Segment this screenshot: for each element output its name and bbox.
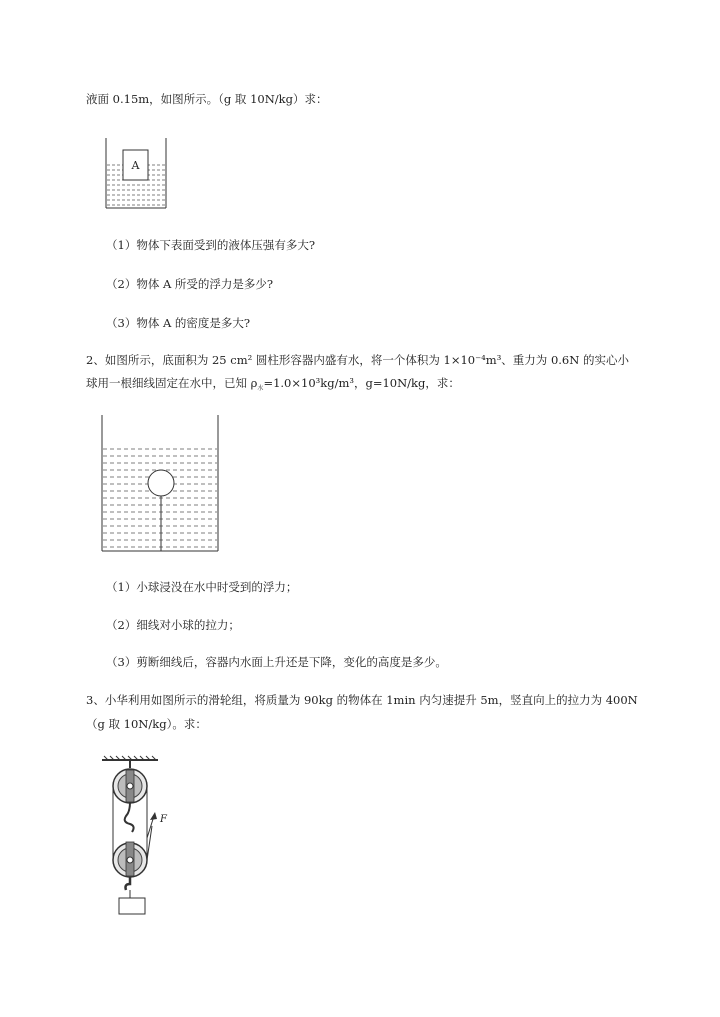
intro-text: 液面 0.15m，如图所示。（g 取 10N/kg）求：	[86, 92, 328, 106]
q3-line-1: 3、小华利用如图所示的滑轮组，将质量为 90kg 的物体在 1min 内匀速提升 5m，竖直向上的拉力为 400N	[86, 693, 638, 707]
figure-pulley-system	[100, 756, 180, 916]
q3-line-2: （g 取 10N/kg）。求：	[86, 717, 207, 731]
q2-item-3: （3）剪断细线后，容器内水面上升还是下降，变化的高度是多少。	[106, 655, 447, 669]
q2-line-2	[86, 376, 460, 396]
block-a-label: A	[131, 159, 140, 172]
q2-item-1: （1）小球浸没在水中时受到的浮力；	[106, 580, 298, 594]
q1-item-1: （1）物体下表面受到的液体压强有多大?	[106, 238, 315, 252]
q1-item-3: （3）物体 A 的密度是多大?	[106, 316, 251, 330]
q2-item-2: （2）细线对小球的拉力；	[106, 618, 240, 632]
q2-line-2-post: =1.0×10³kg/m³，g=10N/kg，求：	[263, 376, 460, 390]
q2-line-2-sub: 水	[257, 385, 264, 392]
q2-line-2-pre: 球用一根细线固定在水中，已知 ρ	[86, 376, 258, 390]
load-block	[119, 898, 145, 914]
q1-item-2: （2）物体 A 所受的浮力是多少?	[106, 277, 274, 291]
force-label: F	[160, 814, 167, 825]
figure-container-block	[104, 138, 168, 210]
ball	[148, 470, 174, 496]
figure-container-ball	[100, 415, 220, 555]
q2-line-1: 2、如图所示，底面积为 25 cm² 圆柱形容器内盛有水，将一个体积为 1×10⁻⁴m³、重力为 0.6N 的实心小	[86, 353, 629, 367]
